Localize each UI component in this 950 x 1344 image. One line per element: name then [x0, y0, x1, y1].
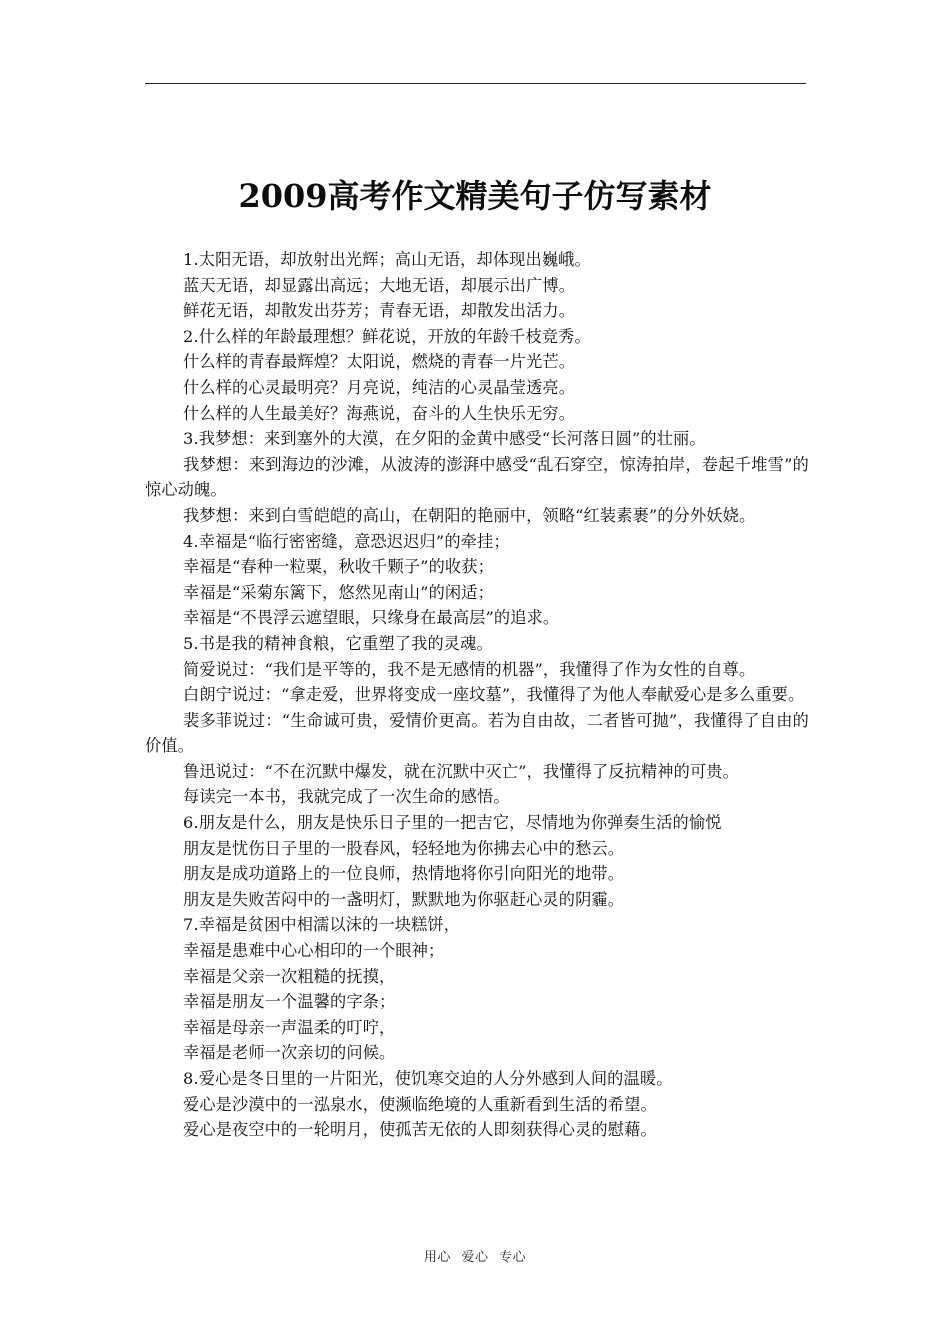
paragraph: 我梦想：来到白雪皑皑的高山，在朝阳的艳丽中，领略“红装素裹”的分外妖娆。 — [183, 505, 756, 525]
paragraph: 蓝天无语，却显露出高远；大地无语，却展示出广博。 — [183, 275, 576, 295]
paragraph: 简爱说过：“我们是平等的，我不是无感情的机器”，我懂得了作为女性的自尊。 — [183, 659, 756, 679]
paragraph: 裴多菲说过：“生命诚可贵，爱情价更高。若为自由故，二者皆可抛”，我懂得了自由的价值。 — [145, 710, 809, 756]
document-body — [145, 247, 809, 1143]
paragraph: 1.太阳无语，却放射出光辉；高山无语，却体现出巍峨。 — [183, 250, 591, 269]
paragraph: 每读完一本书，我就完成了一次生命的感悟。 — [183, 787, 510, 807]
paragraph: 幸福是朋友一个温馨的字条； — [183, 992, 396, 1012]
paragraph: 幸福是老师一次亲切的问候。 — [183, 1043, 396, 1063]
paragraph: 6.朋友是什么，朋友是快乐日子里的一把吉它，尽情地为你弹奏生活的愉悦 — [183, 813, 722, 833]
paragraph: 我梦想：来到海边的沙滩，从波涛的澎湃中感受“乱石穿空，惊涛拍岸，卷起千堆雪”的惊心动魄。 — [145, 454, 809, 500]
page-footer: 用心 爱心 专心 — [423, 1250, 527, 1265]
paragraph: 8.爱心是冬日里的一片阳光，使饥寒交迫的人分外感到人间的温暖。 — [183, 1069, 673, 1088]
paragraph: 2.什么样的年龄最理想？鲜花说，开放的年龄千枝竞秀。 — [183, 326, 591, 346]
paragraph: 幸福是“春种一粒粟，秋收千颗子”的收获； — [183, 557, 494, 577]
document-title: 2009高考作文精美句子仿写素材 — [238, 177, 712, 216]
paragraph: 白朗宁说过：“拿走爱，世界将变成一座坟墓”，我懂得了为他人奉献爱心是多么重要。 — [183, 685, 805, 705]
paragraph: 爱心是沙漠中的一泓泉水，使濒临绝境的人重新看到生活的希望。 — [183, 1094, 657, 1114]
paragraph: 幸福是患难中心心相印的一个眼神； — [183, 941, 445, 961]
paragraph: 幸福是父亲一次粗糙的抚摸， — [183, 966, 396, 986]
paragraph: 幸福是“不畏浮云遮望眼，只缘身在最高层”的追求。 — [183, 608, 560, 628]
paragraph: 5.书是我的精神食粮，它重塑了我的灵魂。 — [183, 633, 493, 653]
paragraph: 爱心是夜空中的一轮明月，使孤苦无依的人即刻获得心灵的慰藉。 — [183, 1120, 657, 1140]
paragraph: 鲁迅说过：“不在沉默中爆发，就在沉默中灭亡”，我懂得了反抗精神的可贵。 — [183, 761, 739, 781]
paragraph: 鲜花无语，却散发出芬芳；青春无语，却散发出活力。 — [183, 301, 576, 321]
paragraph: 朋友是忧伤日子里的一股春风，轻轻地为你拂去心中的愁云。 — [183, 838, 625, 858]
paragraph: 朋友是成功道路上的一位良师，热情地将你引向阳光的地带。 — [183, 864, 625, 884]
paragraph: 什么样的人生最美好？海燕说，奋斗的人生快乐无穷。 — [183, 403, 576, 423]
paragraph: 3.我梦想：来到塞外的大漠，在夕阳的金黄中感受“长河落日圆”的壮丽。 — [183, 429, 706, 449]
paragraph: 7.幸福是贫困中相濡以沫的一块糕饼， — [183, 915, 461, 935]
paragraph: 什么样的青春最辉煌？太阳说，燃烧的青春一片光芒。 — [183, 352, 576, 372]
header-rule — [145, 83, 806, 84]
paragraph: 幸福是母亲一声温柔的叮咛， — [183, 1017, 396, 1037]
paragraph: 什么样的心灵最明亮？月亮说，纯洁的心灵晶莹透亮。 — [183, 377, 576, 397]
paragraph: 4.幸福是“临行密密缝，意恐迟迟归”的牵挂； — [183, 531, 510, 551]
paragraph: 幸福是“采菊东篱下，悠然见南山”的闲适； — [183, 582, 494, 602]
paragraph: 朋友是失败苦闷中的一盏明灯，默默地为你驱赶心灵的阴霾。 — [183, 889, 625, 909]
